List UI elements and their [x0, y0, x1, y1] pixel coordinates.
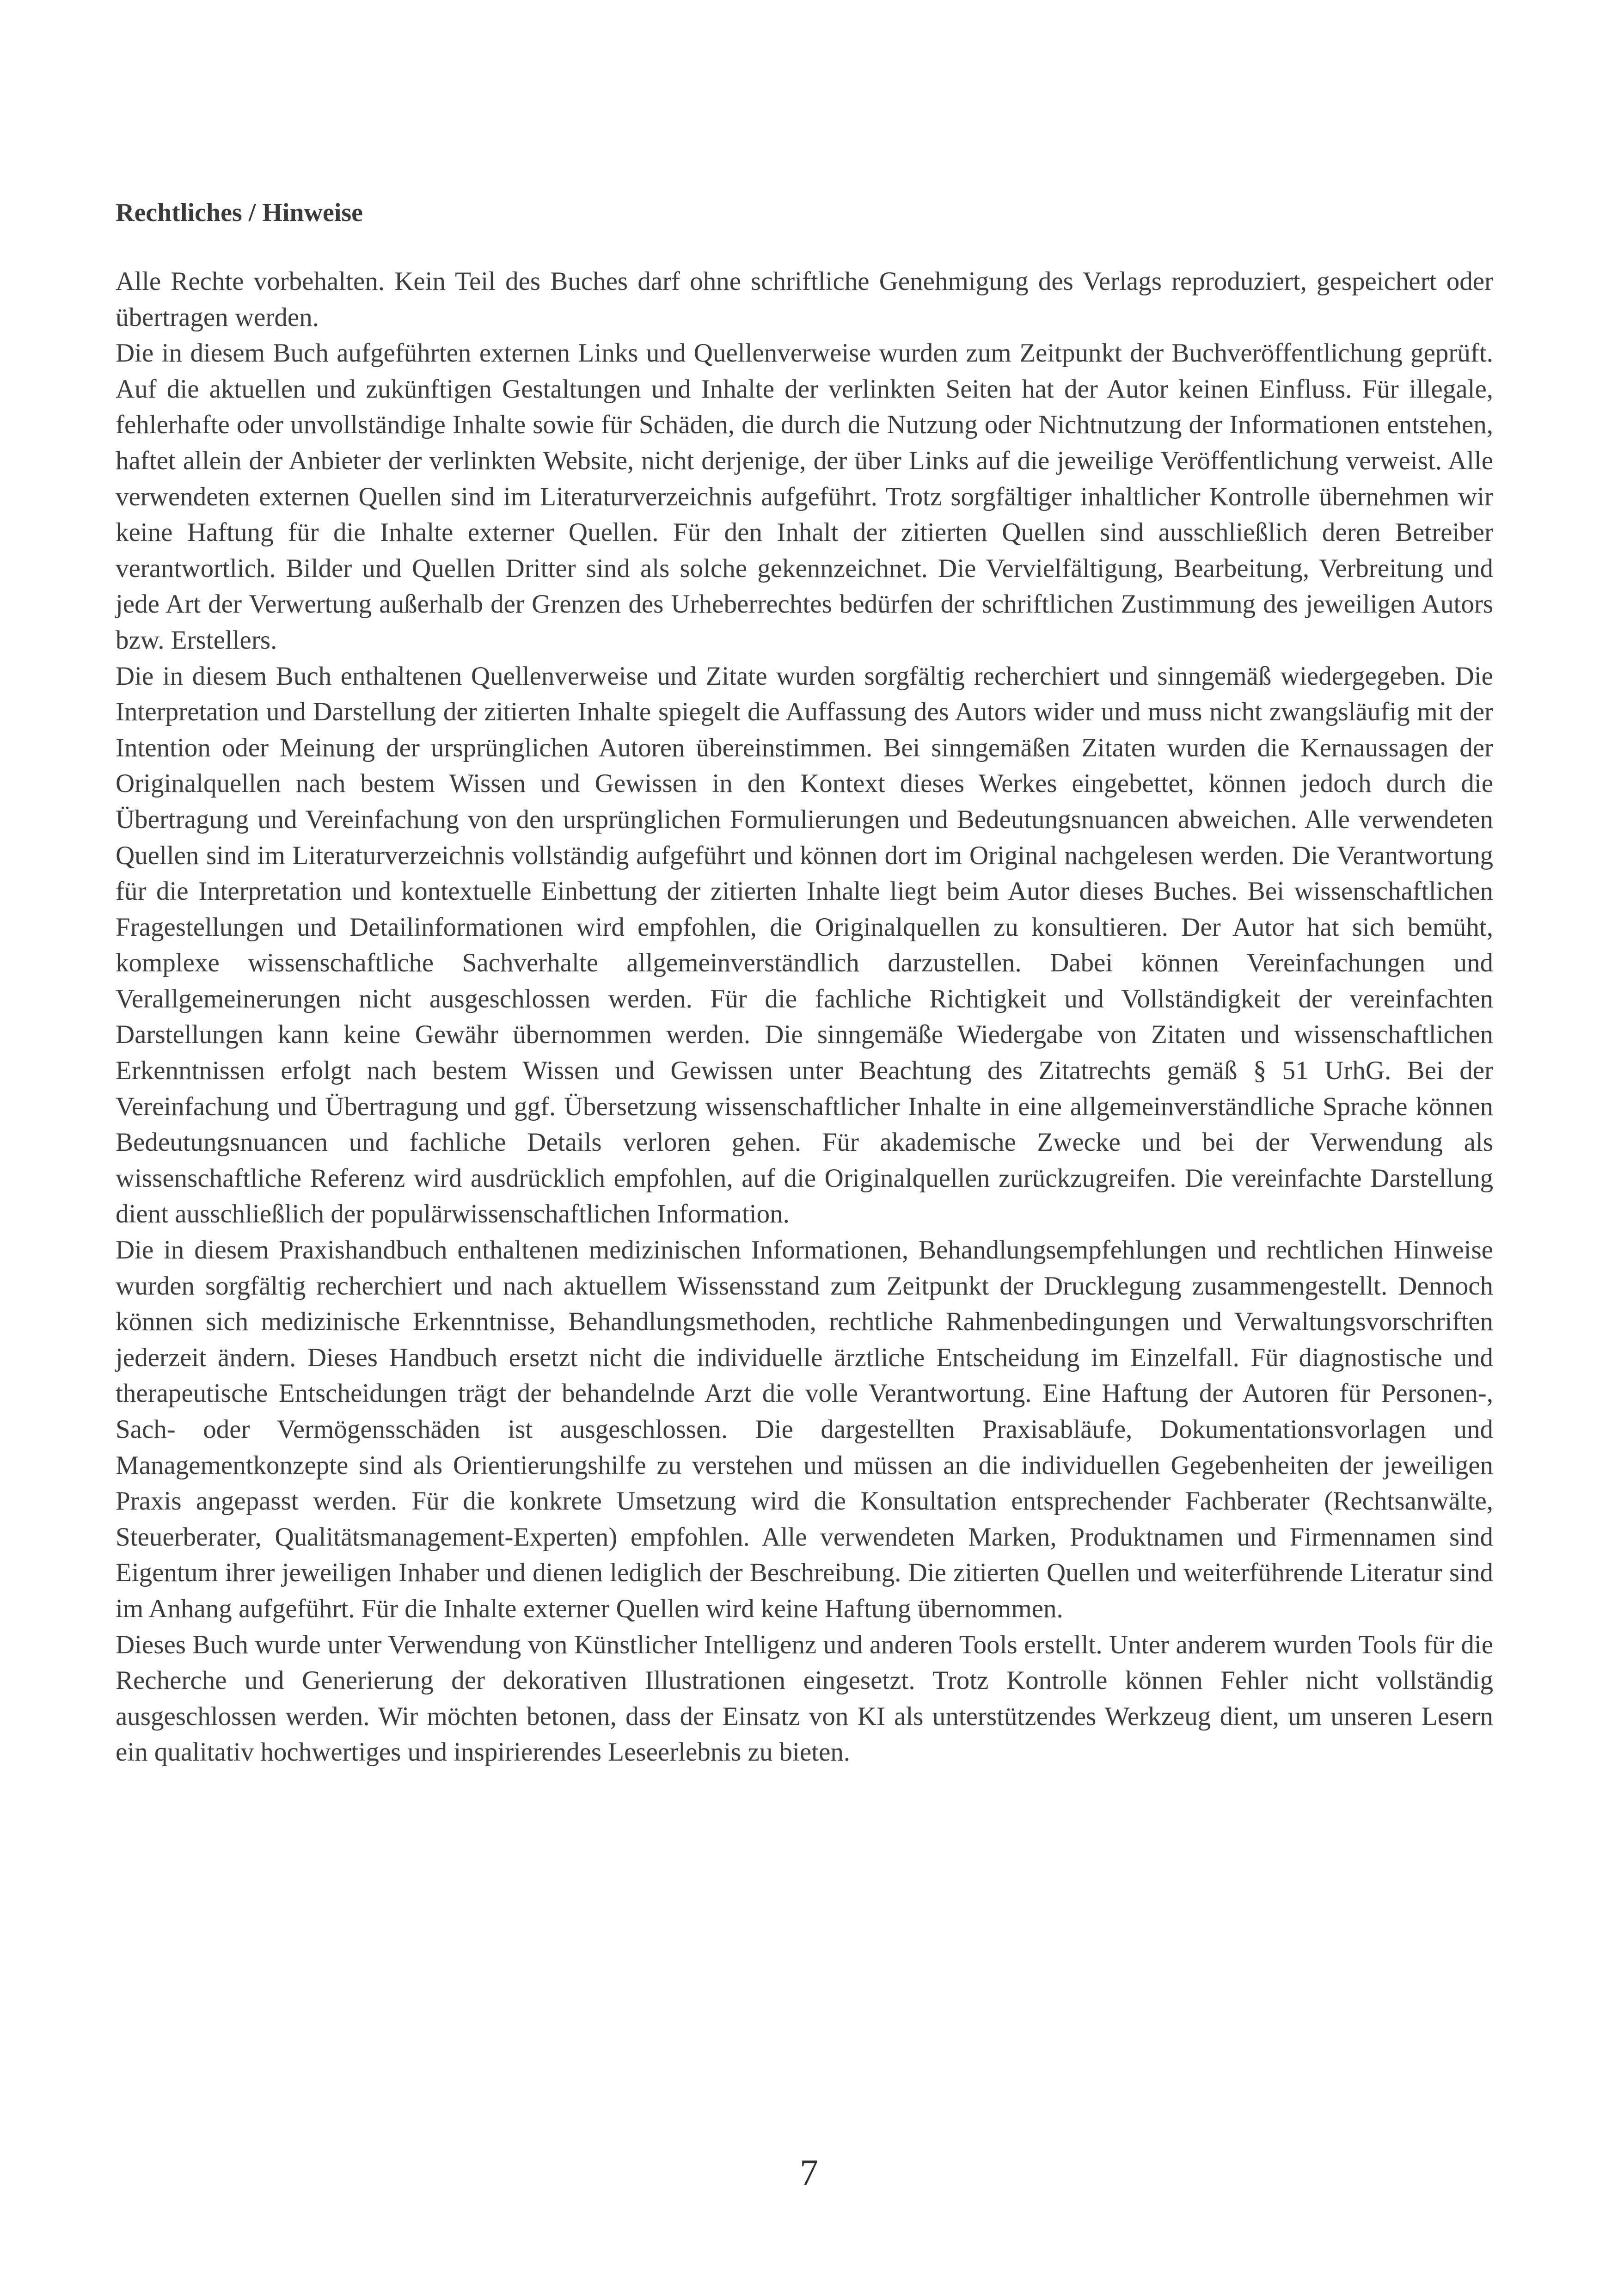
- page-heading: Rechtliches / Hinweise: [116, 198, 363, 227]
- paragraph-medical-disclaimer: Die in diesem Praxishandbuch enthaltenen medizinischen Informationen, Behandlungsempfehlungen und rechtlichen Hinweise wurden sorgfältig recherchiert und nach aktuellem Wissensstand zum Zeitpunkt der Drucklegung zusammengestellt. Dennoch können sich medizinische Erkenntnisse, Behandlungsmethoden, rechtliche Rahmenbedingungen und Verwaltungsvorschriften jederzeit ändern. Dieses Handbuch ersetzt nicht die individuelle ärztliche Entscheidung im Einzelfall. Für diagnostische und therapeutische Entscheidungen trägt der behandelnde Arzt die volle Verantwortung. Eine Haftung der Autoren für Personen-, Sach- oder Vermögensschäden ist ausgeschlossen. Die dargestellten Praxisabläufe, Dokumentationsvorlagen und Managementkonzepte sind als Orientierungshilfe zu verstehen und müssen an die individuellen Gegebenheiten der jeweiligen Praxis angepasst werden. Für die konkrete Umsetzung wird die Konsultation entsprechender Fachberater (Rechtsanwälte, Steuerberater, Qualitätsmanagement-Experten) empfohlen. Alle verwendeten Marken, Produktnamen und Firmennamen sind Eigentum ihrer jeweiligen Inhaber und dienen lediglich der Beschreibung. Die zitierten Quellen und weiterführende Literatur sind im Anhang aufgeführt. Für die Inhalte externer Quellen wird keine Haftung übernommen.: [116, 1235, 1493, 1623]
- page-number: 7: [800, 2153, 818, 2193]
- paragraph-citations: Die in diesem Buch enthaltenen Quellenverweise und Zitate wurden sorgfältig recherchiert und sinngemäß wiedergegeben. Die Interpretation und Darstellung der zitierten Inhalte spiegelt die Auffassung des Autors wider und muss nicht zwangsläufig mit der Intention oder Meinung der ursprünglichen Autoren übereinstimmen. Bei sinngemäßen Zitaten wurden die Kernaussagen der Originalquellen nach bestem Wissen und Gewissen in den Kontext dieses Werkes eingebettet, können jedoch durch die Übertragung und Vereinfachung von den ursprünglichen Formulierungen und Bedeutungsnuancen abweichen. Alle verwendeten Quellen sind im Literaturverzeichnis vollständig aufgeführt und können dort im Original nachgelesen werden. Die Verantwortung für die Interpretation und kontextuelle Einbettung der zitierten Inhalte liegt beim Autor dieses Buches. Bei wissenschaftlichen Fragestellungen und Detailinformationen wird empfohlen, die Originalquellen zu konsultieren. Der Autor hat sich bemüht, komplexe wissenschaftliche Sachverhalte allgemeinverständlich darzustellen. Dabei können Vereinfachungen und Verallgemeinerungen nicht ausgeschlossen werden. Für die fachliche Richtigkeit und Vollständigkeit der vereinfachten Darstellungen kann keine Gewähr übernommen werden. Die sinngemäße Wiedergabe von Zitaten und wissenschaftlichen Erkenntnissen erfolgt nach bestem Wissen und Gewissen unter Beachtung des Zitatrechts gemäß § 51 UrhG. Bei der Vereinfachung und Übertragung und ggf. Übersetzung wissenschaftlicher Inhalte in eine allgemeinverständliche Sprache können Bedeutungsnuancen und fachliche Details verloren gehen. Für akademische Zwecke und bei der Verwendung als wissenschaftliche Referenz wird ausdrücklich empfohlen, auf die Originalquellen zurückzugreifen. Die vereinfachte Darstellung dient ausschließlich der populärwissenschaftlichen Information.: [116, 661, 1493, 1229]
- paragraph-ai-usage: Dieses Buch wurde unter Verwendung von Künstlicher Intelligenz und anderen Tools erstellt. Unter anderem wurden Tools für die Recherche und Generierung der dekorativen Illustrationen eingesetzt. Trotz Kontrolle können Fehler nicht vollständig ausgeschlossen werden. Wir möchten betonen, dass der Einsatz von KI als unterstützendes Werkzeug dient, um unseren Lesern ein qualitativ hochwertiges und inspirierendes Leseerlebnis zu bieten.: [116, 1630, 1493, 1767]
- page-content: [116, 194, 1493, 1770]
- paragraph-copyright: Alle Rechte vorbehalten. Kein Teil des Buches darf ohne schriftliche Genehmigung des Verlags reproduziert, gespeichert oder übertragen werden.: [116, 267, 1493, 332]
- paragraph-external-links: Die in diesem Buch aufgeführten externen Links und Quellenverweise wurden zum Zeitpunkt der Buchveröffentlichung geprüft. Auf die aktuellen und zukünftigen Gestaltungen und Inhalte der verlinkten Seiten hat der Autor keinen Einfluss. Für illegale, fehlerhafte oder unvollständige Inhalte sowie für Schäden, die durch die Nutzung oder Nichtnutzung der Informationen entstehen, haftet allein der Anbieter der verlinkten Website, nicht derjenige, der über Links auf die jeweilige Veröffentlichung verweist. Alle verwendeten externen Quellen sind im Literaturverzeichnis aufgeführt. Trotz sorgfältiger inhaltlicher Kontrolle übernehmen wir keine Haftung für die Inhalte externer Quellen. Für den Inhalt der zitierten Quellen sind ausschließlich deren Betreiber verantwortlich. Bilder und Quellen Dritter sind als solche gekennzeichnet. Die Vervielfältigung, Bearbeitung, Verbreitung und jede Art der Verwertung außerhalb der Grenzen des Urheberrechtes bedürfen der schriftlichen Zustimmung des jeweiligen Autors bzw. Erstellers.: [116, 338, 1493, 655]
